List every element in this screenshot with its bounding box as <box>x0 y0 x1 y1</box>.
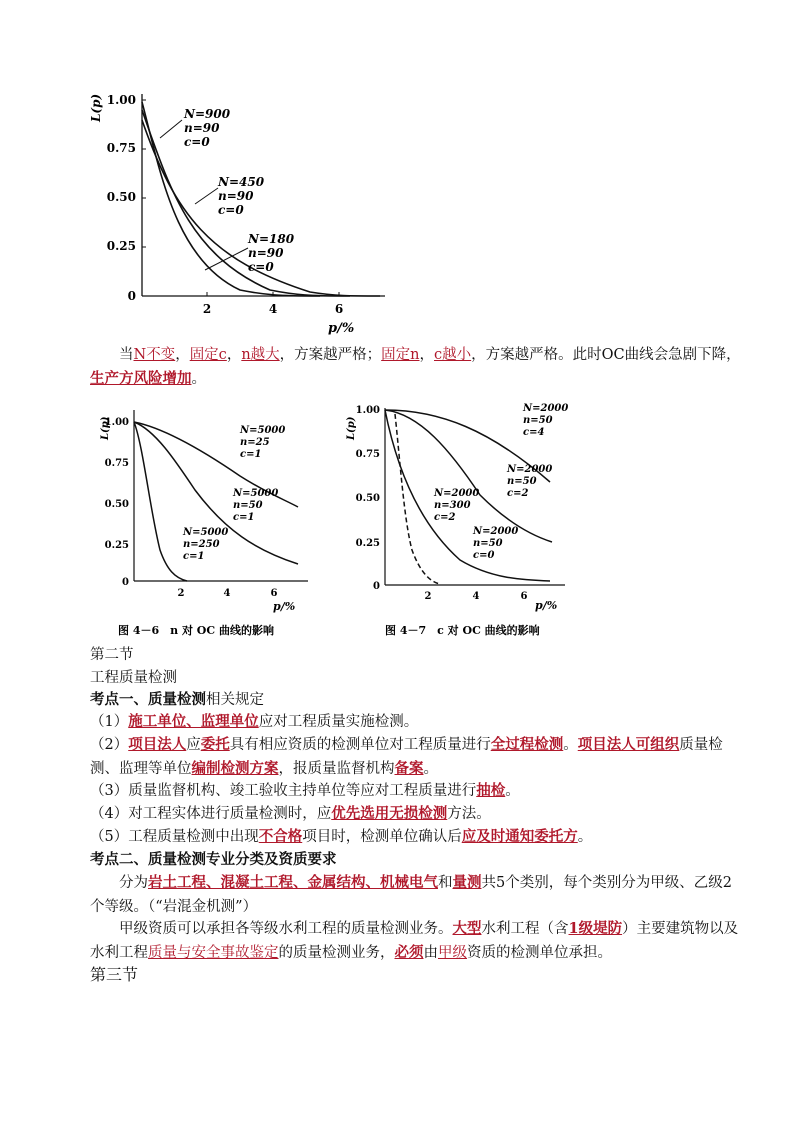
y-tick-label: 0.75 <box>104 458 129 469</box>
figure-caption: 图 4－7 c 对 OC 曲线的影响 <box>385 624 540 637</box>
curve-label-n: N=2000 <box>434 488 480 499</box>
curve-label-n: N=2000 <box>523 403 569 414</box>
curve-label-n: N=5000 <box>183 527 229 538</box>
curve-label-n: N=900 <box>184 107 231 121</box>
y-tick-label: 0.25 <box>104 540 129 551</box>
y-tick-label: 1.00 <box>355 405 380 416</box>
y-tick-label: 0.25 <box>355 538 380 549</box>
rule-5: （5）工程质量检测中出现不合格项目时，检测单位确认后应及时通知委托方。 <box>90 828 593 845</box>
rule-3: （3）质量监督机构、竣工验收主持单位等应对工程质量进行抽检。 <box>90 782 520 799</box>
y-axis-label: L(p) <box>89 93 103 122</box>
y-tick-label: 0.25 <box>106 239 136 253</box>
key-point-1: 考点一、质量检测相关规定 <box>90 691 264 708</box>
curve-label-n: n=25 <box>240 437 270 448</box>
curve-label-n: n=250 <box>183 539 220 550</box>
key-point-2: 考点二、质量检测专业分类及资质要求 <box>90 851 337 868</box>
section-heading: 第三节 <box>90 965 139 984</box>
x-axis-label: p/% <box>273 600 296 613</box>
curve-label-n: n=50 <box>473 538 503 549</box>
topic-heading: 工程质量检测 <box>90 670 177 686</box>
x-tick-label: 6 <box>520 591 528 602</box>
oc-curve-conclusion: 当N不变，固定c，n越大，方案越严格；固定n，c越小，方案越严格。此时OC曲线会急剧下降，生产方风险增加。 <box>90 347 741 387</box>
oc-curve <box>142 110 350 296</box>
y-axis-label: L(p) <box>100 416 111 440</box>
y-tick-label: 1.00 <box>106 93 136 107</box>
curve-label-n: n=50 <box>507 476 537 487</box>
oc-curve-dashed <box>395 414 440 584</box>
y-tick-label: 1.00 <box>104 417 129 428</box>
curve-label-n: N=180 <box>248 232 295 246</box>
curve-label-n: n=90 <box>184 121 220 135</box>
x-tick-label: 2 <box>424 591 432 602</box>
oc-curve-chart-1 <box>80 80 400 345</box>
figure-caption: 图 4－6 n 对 OC 曲线的影响 <box>118 624 274 637</box>
rule-2: （2）项目法人应委托具有相应资质的检测单位对工程质量进行全过程检测。项目法人可组织质量检测、监理等单位编制检测方案，报质量监督机构备案。 <box>90 736 723 777</box>
curve-label-c: c=2 <box>434 512 456 523</box>
rule-4: （4）对工程实体进行质量检测时，应优先选用无损检测方法。 <box>90 805 491 822</box>
curve-label-n: N=2000 <box>473 526 519 537</box>
curve-label-c: c=4 <box>523 427 545 438</box>
oc-curve-chart-n <box>95 400 315 645</box>
x-tick-label: 4 <box>223 588 231 599</box>
curve-label-c: c=0 <box>473 550 495 561</box>
curve-label-c: c=1 <box>240 449 262 460</box>
x-axis-label: p/% <box>328 321 355 336</box>
curve-label-n: N=5000 <box>233 488 279 499</box>
x-tick-label: 6 <box>334 302 344 316</box>
curve-label-c: c=2 <box>507 488 529 499</box>
curve-label-c: c=0 <box>248 260 274 274</box>
y-tick-label: 0.75 <box>106 141 136 155</box>
oc-curve <box>134 422 187 581</box>
curve-label-n: n=90 <box>218 189 254 203</box>
section-heading: 第二节 <box>90 647 134 663</box>
curve-label-n: n=90 <box>248 246 284 260</box>
curve-label-c: c=1 <box>233 512 255 523</box>
category-paragraph: 分为岩土工程、混凝土工程、金属结构、机械电气和量测共5个类别，每个类别分为甲级、乙级2个等级。（“岩混金机测”） <box>90 874 732 915</box>
y-tick-label: 0.50 <box>104 499 129 510</box>
y-tick-label: 0 <box>373 581 380 592</box>
y-tick-label: 0 <box>127 289 136 303</box>
y-tick-label: 0.50 <box>355 493 380 504</box>
curve-label-n: N=450 <box>218 175 265 189</box>
x-tick-label: 6 <box>270 588 278 599</box>
y-tick-label: 0.50 <box>106 190 136 204</box>
curve-label-n: n=50 <box>523 415 553 426</box>
curve-label-n: n=300 <box>434 500 471 511</box>
x-tick-label: 4 <box>268 302 278 316</box>
curve-label-n: N=5000 <box>240 425 286 436</box>
x-tick-label: 4 <box>472 591 480 602</box>
curve-label-n: n=50 <box>233 500 263 511</box>
qualification-paragraph: 甲级资质可以承担各等级水利工程的质量检测业务。大型水利工程（含1级堤防）主要建筑物以及水利工程质量与安全事故鉴定的质量检测业务，必须由甲级资质的检测单位承担。 <box>90 920 739 961</box>
curve-label-c: c=1 <box>183 551 205 562</box>
curve-label-c: c=0 <box>184 135 210 149</box>
y-tick-label: 0.75 <box>355 449 380 460</box>
y-tick-label: 0 <box>122 577 129 588</box>
curve-label-n: N=2000 <box>507 464 553 475</box>
curve-label-c: c=0 <box>218 203 244 217</box>
rule-1: （1）施工单位、监理单位应对工程质量实施检测。 <box>90 713 419 730</box>
x-axis-label: p/% <box>535 599 558 612</box>
x-tick-label: 2 <box>177 588 185 599</box>
oc-curve-chart-c <box>340 400 580 645</box>
x-tick-label: 2 <box>202 302 212 316</box>
y-axis-label: L(p) <box>346 416 357 440</box>
